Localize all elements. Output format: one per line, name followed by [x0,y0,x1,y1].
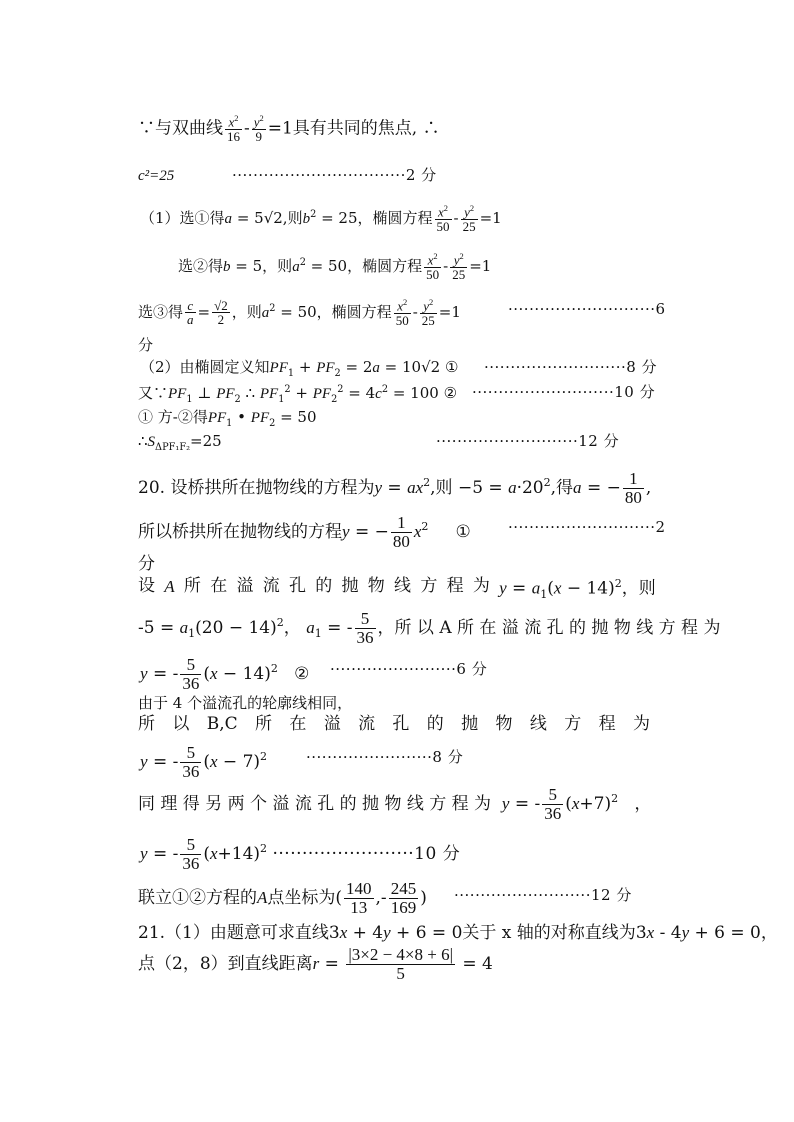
word: 设 [138,576,155,596]
text: 点（2，8）到直线距离 [138,953,313,974]
line-eq-other: y = - $\frac{5}{36}$ $(x+14)^2 \cdot\cdot\cdot\cdot\cdot\cdot\cdot\cdot\cdot\cdot\cdot\cdot\cdot\cdot\cdot\cdot\cdot\cdot\cdot\cdot\cdot\cdot\cdot\cdot 10$ 分 [140,835,461,873]
text: ，则 [621,578,656,599]
word: 抛 [461,714,479,734]
fraction: $\frac{y^2}{9}$ [253,113,264,144]
text: 选②得 [178,256,224,275]
text: ① [444,358,459,376]
line-solve-a1: $-5 = a_1(20 - 14)^2$， $a_1$ = - $\frac{5}{36}$ ，所 以 A 所 在 溢 流 孔 的 抛 物 线 方 程 为 [138,609,721,647]
fraction: $\frac{|3\times 2 - 4\times 8 + 6|}{5}$ [348,945,453,983]
word: 以 [172,714,190,734]
text: 分 [138,554,155,574]
line-perp: 又$\because PF_1$ ⊥ $PF_2$ ∴ $PF_1^2 + PF_2^2 = 4c^2 = 100$ ② [138,384,458,405]
fraction: $\frac{x^2}{16}$ [227,113,240,144]
text: ，则 [231,302,262,321]
fraction: $\frac{x^2}{50}$ [395,297,409,328]
line-q21: 21.（1）由题意可求直线3x + 4y + 6 = 0关于 x 轴的对称直线为3x - 4y + 6 = 0， [138,923,778,943]
text: =25 [190,432,222,450]
fraction: $\frac{c}{a}$ [187,297,194,328]
text: 关于 x 轴的对称直线为 [462,923,636,943]
score-dots: ························6 分 [330,660,488,678]
text: （2）由椭圆定义知 [140,358,270,376]
fraction: $\frac{5}{36}$ [182,743,200,781]
line-other-two: 同 理 得 另 两 个 溢 流 孔 的 抛 物 线 方 程 为 y = - $\frac{5}{36}$ $(x+7)^2$ ， [138,785,652,823]
word: 程 [598,714,616,734]
line-hole-BC [138,716,650,733]
word: 为 [632,714,650,734]
text: ∴ [138,432,148,450]
line-eq-A: y = - $\frac{5}{36}$ $(x - 14)^2$ ② [140,655,310,693]
word: 溢 [236,576,254,596]
text: 所以桥拱所在抛物线的方程 [138,521,342,542]
line-product: ① 方-②得$PF_1$ • $PF_2 = 50$ [138,408,317,429]
text: 选③得 [138,302,184,321]
word: 物 [495,714,513,734]
score-dots: ····························6 [508,300,666,318]
line-choice-3: 选③得 $\frac{c}{a}$ = $\frac{√2}{2}$ ，则$a^2 = 50$，椭圆方程 $\frac{x^2}{50}$ - $\frac{y^2}{25}$ =1 [138,297,461,328]
fraction: $\frac{x^2}{50}$ [426,251,440,282]
word: 线 [529,714,547,734]
line-choice-2: 选②得b = 5，则$a^2 = 50$，椭圆方程 $\frac{x^2}{50}$ - $\frac{y^2}{25}$ =1 [178,251,492,282]
word: 孔 [392,714,410,734]
fraction: $\frac{√2}{2}$ [214,297,228,328]
word: 方 [420,576,438,596]
text: 又∵ [138,384,169,402]
fraction: $\frac{1}{80}$ [392,513,410,551]
text: ，则 [262,256,293,275]
line-q20: 20. 设桥拱所在抛物线的方程为$y = ax^2$,则 $-5 = a\cdot 20^2$,得a = − $\frac{1}{80}$ , [138,469,652,507]
word: 流 [358,714,376,734]
line-area: $\therefore S_{\Delta PF_1F_2}=25$ [138,432,222,453]
text: =1具有共同的焦点, ∴ [267,118,440,139]
word: 孔 [288,576,306,596]
word: 的 [426,714,444,734]
score-dots: ···························10 分 [472,383,656,401]
text: 点坐标为 [267,887,336,908]
word: 程 [446,576,464,596]
text: 由于 4 个溢流孔的轮廓线相同， [138,694,353,712]
line-arch-eq: 所以桥拱所在抛物线的方程y = − $\frac{1}{80}$ $x^2$ ① [138,513,471,551]
word: 所 [254,714,272,734]
fraction: $\frac{5}{36}$ [544,785,562,823]
word: 溢 [323,714,341,734]
score-dots: ···························12 分 [436,432,620,450]
word: 物 [367,576,385,596]
text: 联立①②方程的 [138,887,257,908]
word: 为 [472,576,490,596]
word: 在 [210,576,228,596]
line-choice-1: （1）选①得a = 5√2,则$b^2 = 25$，椭圆方程 $\frac{x^2}{50}$ - $\frac{y^2}{25}$ =1 [140,203,502,234]
word: 的 [315,576,333,596]
text: ,得 [550,477,574,498]
score-dots: ···························8 分 [484,358,658,376]
text: 同 理 得 另 两 个 溢 流 孔 的 抛 物 线 方 程 为 [138,793,492,814]
line-intersection: 联立①②方程的A点坐标为( $\frac{140}{13}$ ,- $\frac{245}{169}$ ) [138,879,427,917]
text: 21.（1）由题意可求直线 [138,923,329,943]
score-dots: ························8 分 [306,748,464,766]
score-dots: ·································2 分 [232,166,437,184]
fraction: $\frac{245}{169}$ [390,879,417,917]
line-c-squared [138,168,174,184]
fraction: $\frac{x^2}{50}$ [436,203,450,234]
text: ，椭圆方程 [357,208,433,227]
fraction: $\frac{y^2}{25}$ [462,203,476,234]
text: 20. 设桥拱所在抛物线的方程为 [138,477,375,498]
line-part-2: （2）由椭圆定义知$PF_1 + PF_2 = 2a = 10√2$ ① [140,358,459,379]
text: ,则 [430,477,453,498]
fraction: $\frac{5}{36}$ [356,609,374,647]
text: ② [443,384,458,402]
fraction: $\frac{140}{13}$ [346,879,372,917]
line-hole-A: 设 A 所 在 溢 流 孔 的 抛 物 线 方 程 为 $y = a_1(x - 14)^2$，则 [138,576,656,602]
text: （1）选①得 [140,208,225,227]
fraction: $\frac{5}{36}$ [182,835,200,873]
word: 方 [564,714,582,734]
text: ,则 [282,208,303,227]
text: 分 [138,336,154,354]
word: 所 [138,714,155,734]
text: ∵与双曲线 [138,118,223,139]
word: A [164,577,175,596]
line-hyperbola: ∵与双曲线 $\frac{x^2}{16}$ - $\frac{y^2}{9}$ =1具有共同的焦点, ∴ [138,113,440,144]
line-eq-BC: y = - $\frac{5}{36}$ $(x - 7)^2$ [140,743,268,781]
word: 在 [289,714,307,734]
text: ，椭圆方程 [347,256,423,275]
word: B,C [206,714,238,734]
text: ① 方-②得 [138,408,208,426]
score-dots: ····························2 [508,518,666,536]
score-dots: ························10 分 [272,843,461,864]
fraction: $\frac{y^2}{25}$ [452,251,466,282]
word: 线 [394,576,412,596]
text: ，椭圆方程 [316,302,392,321]
word: 流 [262,576,280,596]
text: ② [294,663,310,684]
fraction: $\frac{1}{80}$ [624,469,642,507]
text: ，所 以 A 所 在 溢 流 孔 的 抛 物 线 方 程 为 [377,617,721,638]
text: ① [455,521,471,542]
word: 所 [183,576,201,596]
score-dots: ··························12 分 [454,886,632,904]
equation: c²=25 [138,168,175,184]
word: 抛 [341,576,359,596]
fraction: $\frac{5}{36}$ [182,655,200,693]
line-distance: 点（2，8）到直线距离r = $\frac{|3\times 2 - 4\times 8 + 6|}{5}$ = 4 [138,945,493,983]
fraction: $\frac{y^2}{25}$ [421,297,435,328]
